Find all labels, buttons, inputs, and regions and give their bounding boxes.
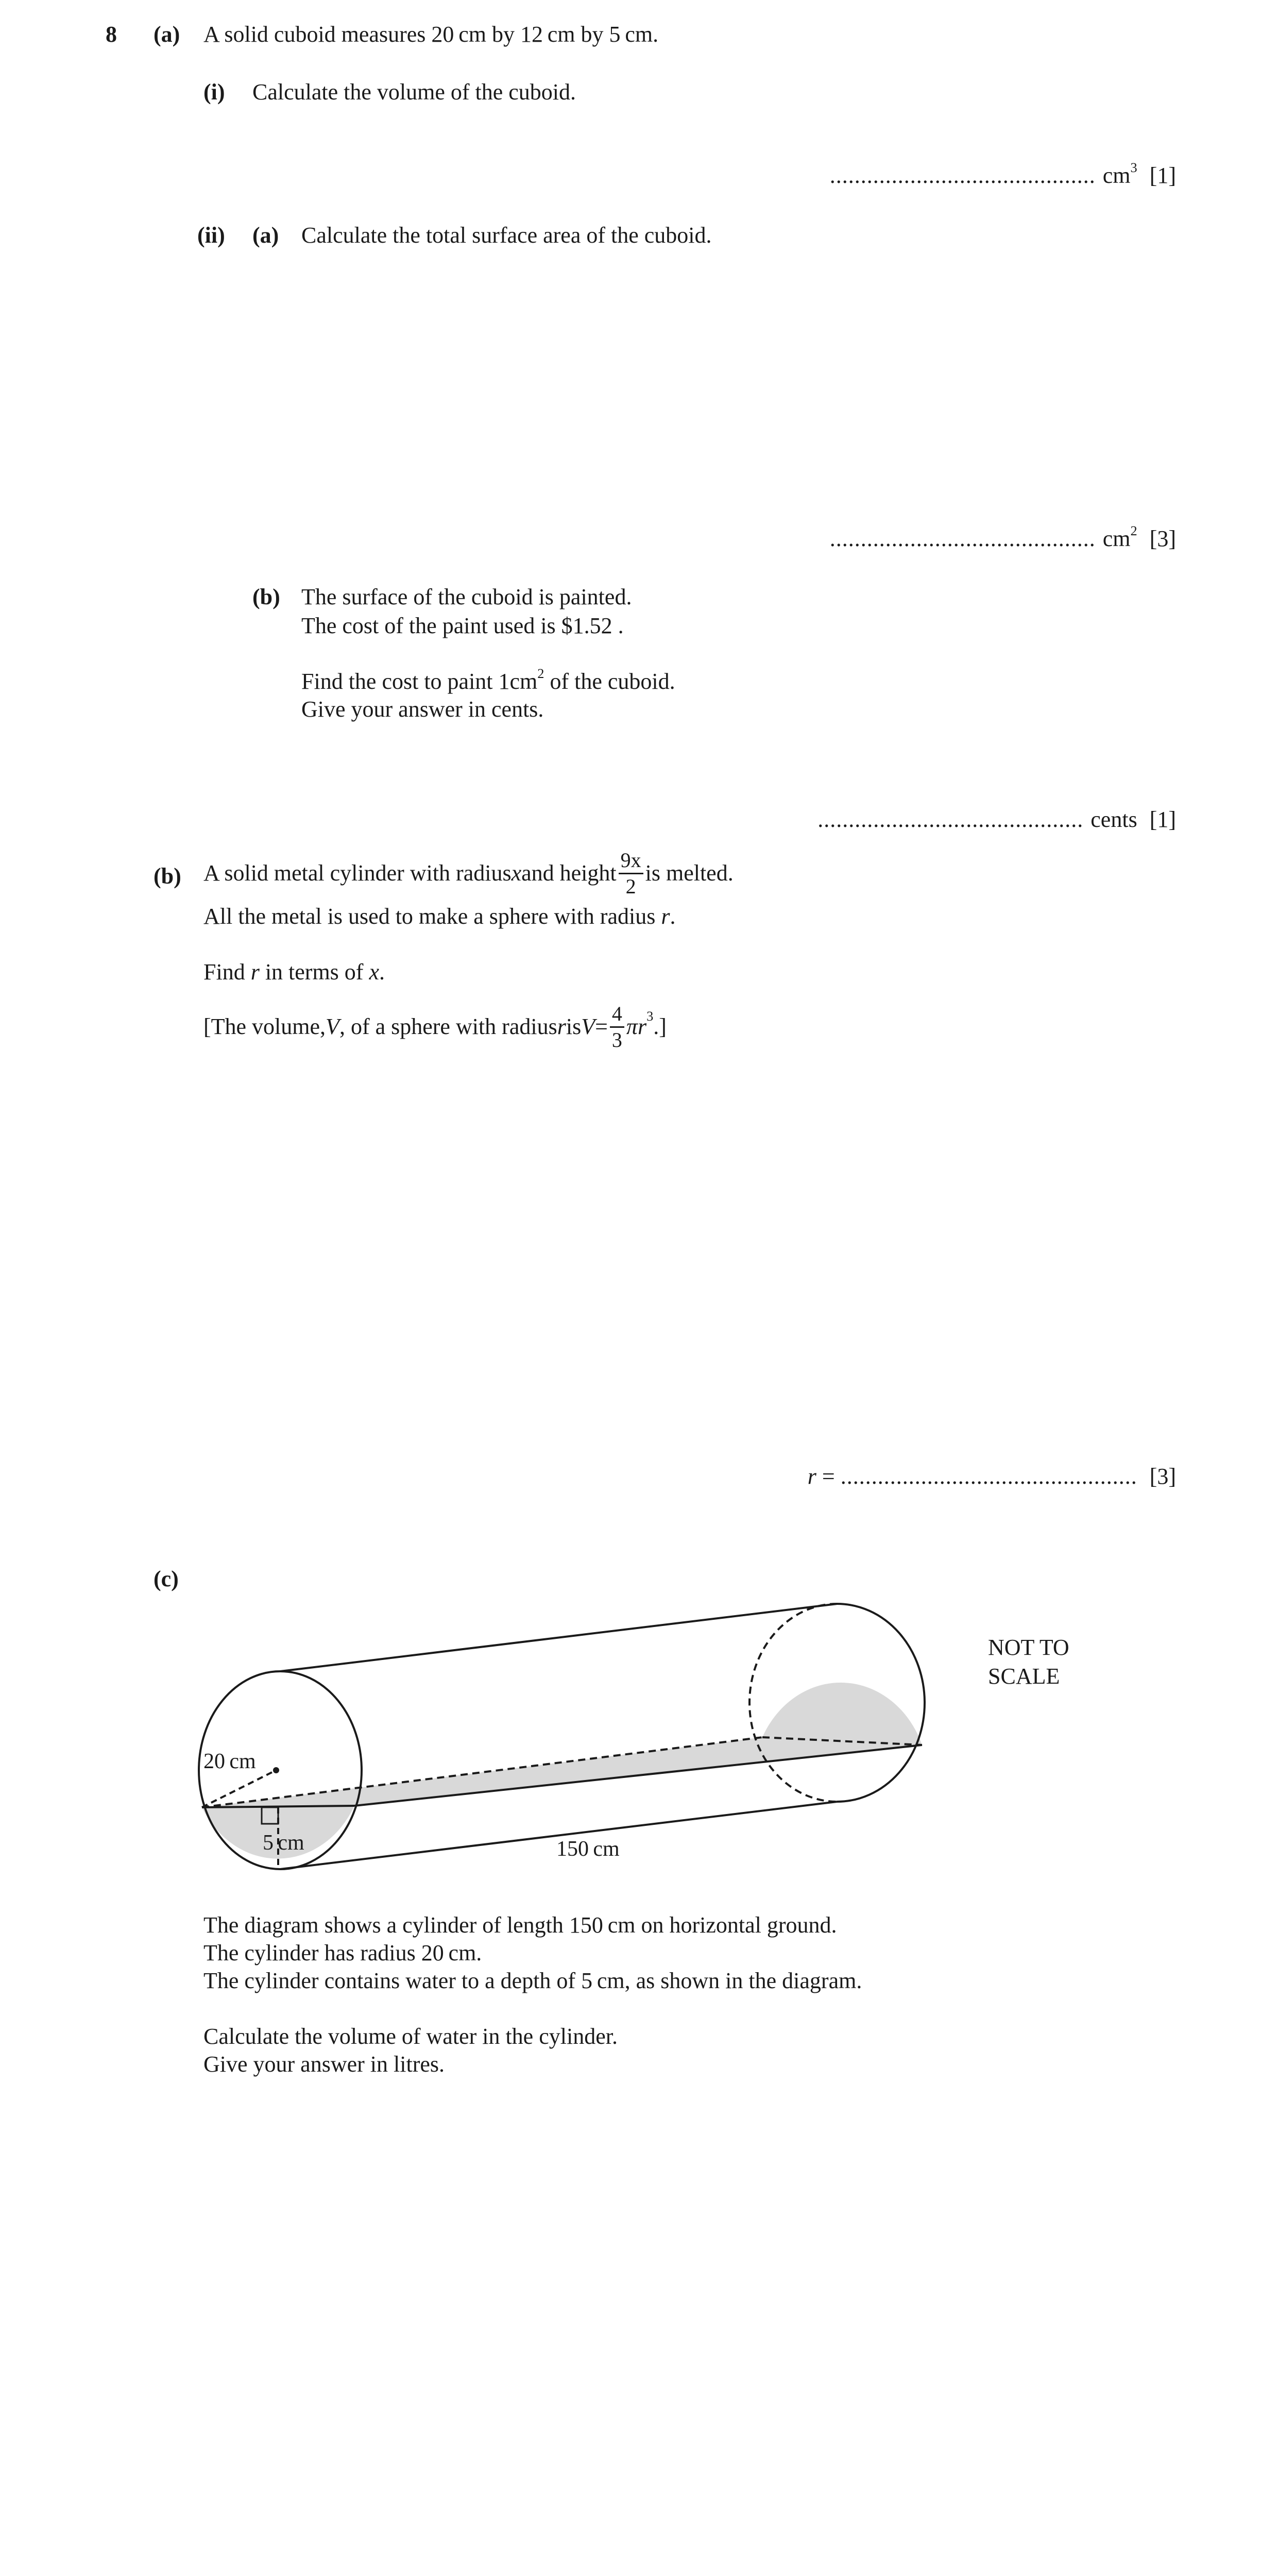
answer-line-b[interactable]: r = ................................................ [3] xyxy=(807,1464,1176,1489)
part-b-line1: A solid metal cylinder with radius x and height $\frac{9x}{2}$ is melted. xyxy=(203,848,734,898)
marks: [3] xyxy=(1149,526,1176,551)
part-c-line1: The diagram shows a cylinder of length 150 cm on horizontal ground. xyxy=(203,1912,837,1938)
part-b-line3: Find r in terms of x. xyxy=(203,959,385,985)
part-b-label: (b) xyxy=(154,863,181,889)
part-b-line2: All the metal is used to make a sphere with radius r. xyxy=(203,904,676,929)
not-to-scale-line2: SCALE xyxy=(988,1664,1060,1689)
water-region xyxy=(202,1683,922,1859)
radius-label: 20 cm xyxy=(203,1750,256,1773)
part-a-i-text: Calculate the volume of the cuboid. xyxy=(252,79,576,105)
centre-point xyxy=(273,1767,279,1773)
marks: [1] xyxy=(1149,807,1176,832)
part-a-i-label: (i) xyxy=(203,79,225,105)
four-thirds-fraction: $\frac{4}{3}$ xyxy=(610,1004,624,1050)
question-number: 8 xyxy=(106,22,117,47)
answer-dots: ........................................... xyxy=(829,163,1096,188)
part-a-ii-a-text: Calculate the total surface area of the cuboid. xyxy=(301,223,712,248)
height-fraction: $\frac{9x}{2}$ xyxy=(619,850,643,897)
length-label: 150 cm xyxy=(556,1837,620,1861)
answer-dots: ................................................ xyxy=(840,1464,1137,1489)
depth-label: 5 cm xyxy=(263,1831,304,1855)
answer-unit: cents xyxy=(1090,807,1137,832)
answer-unit: $cm^3$ xyxy=(1102,159,1137,188)
not-to-scale-line1: NOT TO xyxy=(988,1635,1069,1660)
part-a-label: (a) xyxy=(154,22,180,47)
part-c-line2: The cylinder has radius 20 cm. xyxy=(203,1940,482,1965)
answer-dots: ........................................... xyxy=(829,526,1096,551)
answer-dots: ........................................... xyxy=(817,807,1084,832)
part-a-text: A solid cuboid measures 20 cm by 12 cm by 5 cm. xyxy=(203,22,659,47)
marks: [1] xyxy=(1149,163,1176,188)
marks: [3] xyxy=(1149,1464,1176,1489)
part-c-line4: Calculate the volume of water in the cylinder. xyxy=(203,2024,618,2049)
part-c-line5: Give your answer in litres. xyxy=(203,2052,445,2077)
part-a-ii-label: (ii) xyxy=(197,223,225,248)
part-a-ii-b-label: (b) xyxy=(252,584,280,609)
part-a-ii-b-line4: Give your answer in cents. xyxy=(301,697,544,722)
sphere-volume-formula: [The volume, V , of a sphere with radius r is V = $\frac{4}{3}$ π r $^3$ .] xyxy=(203,1002,667,1052)
part-a-ii-a-label: (a) xyxy=(252,223,279,248)
answer-unit: $cm^2$ xyxy=(1102,522,1137,551)
part-a-ii-b-line1: The surface of the cuboid is painted. xyxy=(301,584,632,609)
cylinder-top-edge xyxy=(280,1604,837,1671)
part-c-line3: The cylinder contains water to a depth of 5 cm, as shown in the diagram. xyxy=(203,1968,862,1993)
part-a-ii-b-line2: The cost of the paint used is $1.52 . xyxy=(301,613,624,638)
part-c-label: (c) xyxy=(154,1566,179,1591)
part-a-ii-b-line3: Find the cost to paint $1cm^2$ of the cuboid. xyxy=(301,665,675,694)
